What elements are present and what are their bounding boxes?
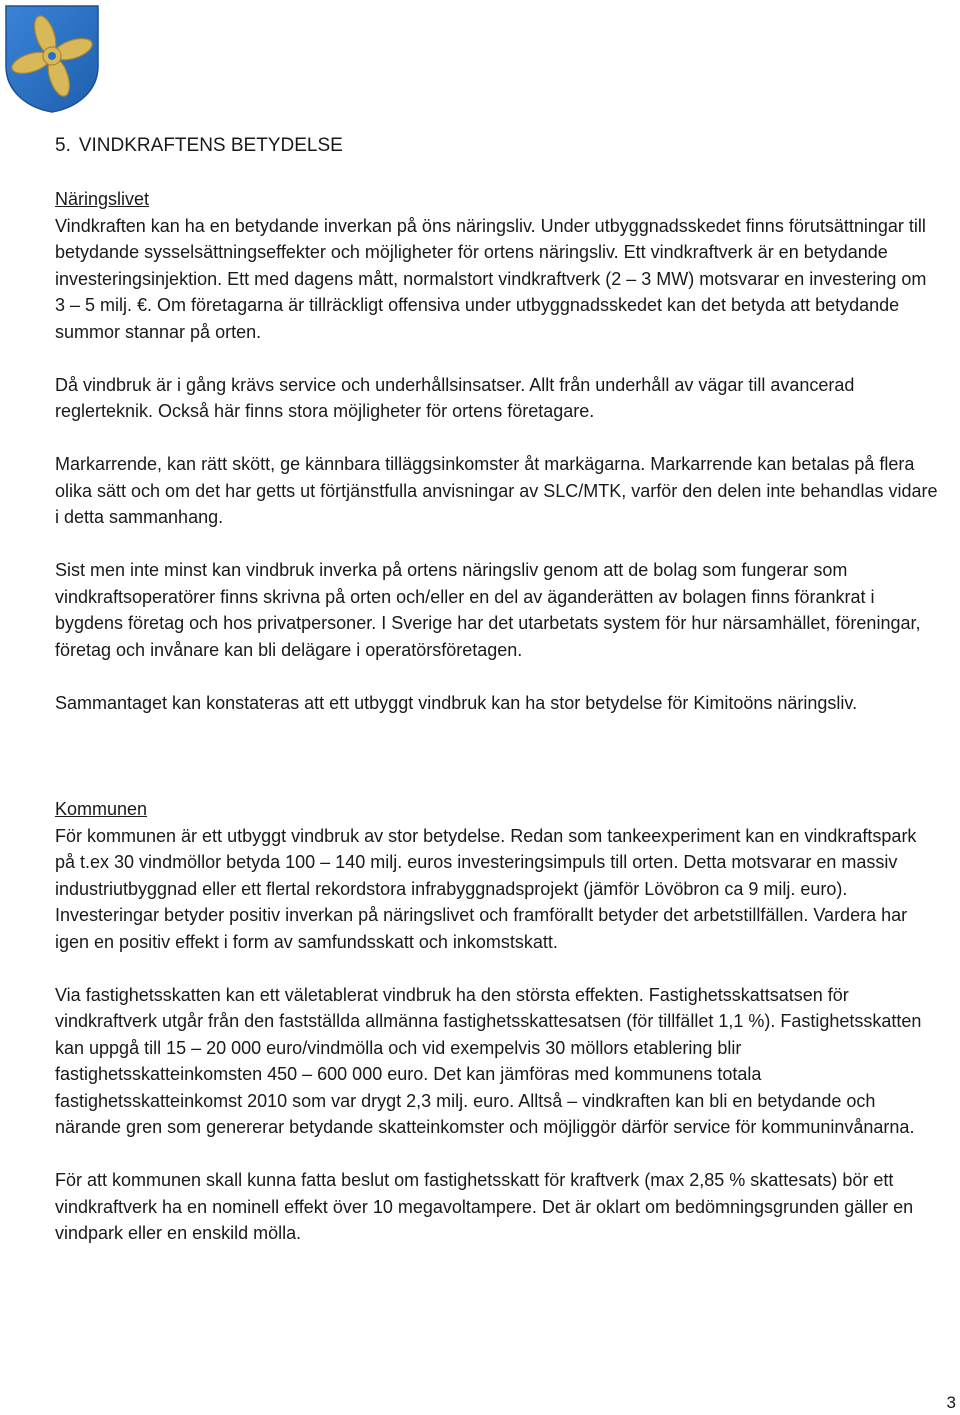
paragraph: Vindkraften kan ha en betydande inverkan på öns näringsliv. Under utbyggnadsskedet finns förutsättningar till betydande sysselsättningseffekter och möjligheter för ortens näringsliv. Ett vindkraftverk är en betydande investeringsinjektion. Ett med dagens mått, normalstort vindkraftverk (2 – 3 MW) motsvarar en investering om 3 – 5 milj. €. Om företagarna är tillräckligt offensiva under utbyggnadsskedet kan det betyda att betydande summor stannar på orten. [55, 215, 927, 342]
paragraph: För att kommunen skall kunna fatta beslut om fastighetsskatt för kraftverk (max 2,85 % skattesats) bör ett vindkraftverk ha en nominell effekt över 10 megavoltampere. Det är oklart om bedömningsgrunden gäller en vindpark eller en enskild mölla. [55, 1170, 914, 1243]
paragraph: Sammantaget kan konstateras att ett utbyggt vindbruk kan ha stor betydelse för Kimitoöns näringsliv. [55, 692, 858, 713]
section-naringslivet [55, 186, 940, 716]
coat-of-arms-emblem [4, 4, 100, 114]
chapter-heading [55, 133, 343, 159]
page-number: 3 [946, 1393, 956, 1412]
chapter-title: VINDKRAFTENS BETYDELSE [78, 135, 343, 156]
chapter-number: 5. [55, 135, 71, 156]
section-title-naringslivet: Näringslivet [55, 189, 150, 209]
paragraph: Sist men inte minst kan vindbruk inverka på ortens näringsliv genom att de bolag som fungerar som vindkraftsoperatörer finns skrivna på orten och/eller en del av äganderätten av bolagen finns förankrat i bygdens företag och hos privatpersoner. I Sverige har det utarbetats system för hur närsamhället, föreningar, företag och invånare kan bli delägare i operatörsföretagen. [55, 560, 921, 660]
paragraph: Via fastighetsskatten kan ett väletablerat vindbruk ha den största effekten. Fastighetsskattsatsen för vindkraftverk utgår från den fastställda allmänna fastighetsskattesatsen (för tillfället 1,1 %). Fastighetsskatten kan uppgå till 15 – 20 000 euro/vindmölla och vid exempelvis 30 möllors etablering blir fastighetsskatteinkomsten 450 – 600 000 euro. Det kan jämföras med kommunens totala fastighetsskatteinkomst 2010 som var drygt 2,3 milj. euro. Alltså – vindkraften kan bli en betydande och närande gren som genererar betydande skatteinkomster och möjliggör därför service för kommuninvånarna. [55, 984, 922, 1137]
paragraph: Då vindbruk är i gång krävs service och underhållsinsatser. Allt från underhåll av vägar till avancerad reglerteknik. Också här finns stora möjligheter för ortens företagare. [55, 374, 855, 421]
paragraph: Markarrende, kan rätt skött, ge kännbara tilläggsinkomster åt markägarna. Markarrende kan betalas på flera olika sätt och om det har getts ut förtjänstfulla anvisningar av SLC/MTK, varför den delen inte behandlas vidare i detta sammanhang. [55, 454, 938, 527]
paragraph: För kommunen är ett utbyggt vindbruk av stor betydelse. Redan som tankeexperiment kan en vindkraftspark på t.ex 30 vindmöllor betyda 100 – 140 milj. euros investeringsimpuls till orten. Detta motsvarar en massiv industriutbyggnad eller ett flertal rekordstora infrabyggnadsprojekt (jämför Lövöbron ca 9 milj. euro). Investeringar betyder positiv inverkan på näringslivet och framförallt betyder det arbetstillfällen. Vardera har igen en positiv effekt i form av samfundsskatt och inkomstskatt. [55, 825, 917, 952]
section-kommunen [55, 796, 940, 1247]
section-title-kommunen: Kommunen [55, 799, 148, 819]
